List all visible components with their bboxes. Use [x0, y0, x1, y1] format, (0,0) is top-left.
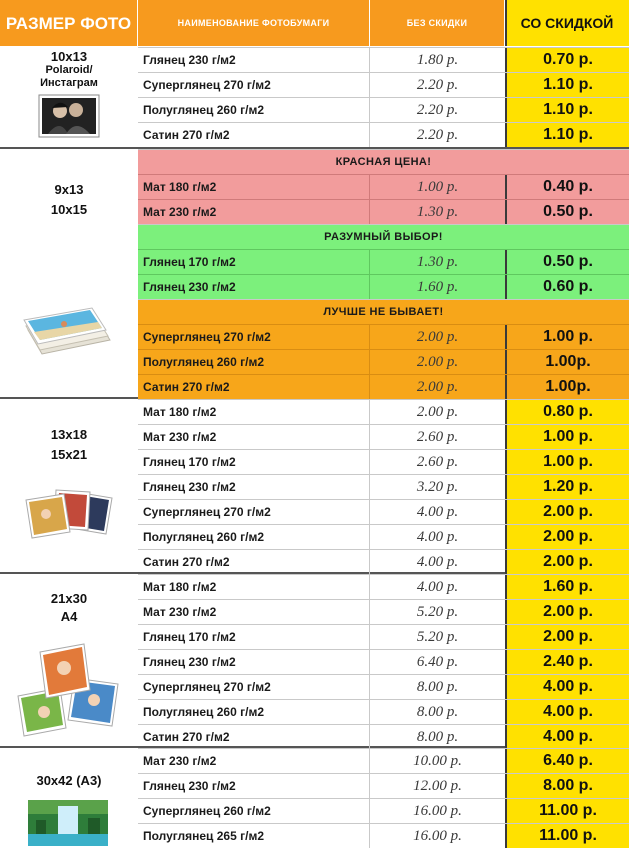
price-no-discount: 2.20 р. — [416, 77, 459, 93]
paper-name: Мат 230 г/м2 — [138, 749, 370, 773]
table-row — [138, 823, 629, 848]
size-label-13x18: 13x18 — [50, 427, 88, 442]
table-row — [138, 674, 629, 699]
table-row — [138, 374, 629, 399]
price-no-discount: 4.00 р. — [416, 579, 459, 595]
table-row — [138, 174, 629, 199]
table-row — [138, 474, 629, 499]
paper-name: Глянец 170 г/м2 — [138, 450, 370, 474]
price-no-discount: 2.00 р. — [416, 329, 459, 345]
size-label-10x15: 10x15 — [50, 202, 88, 217]
table-row — [138, 773, 629, 798]
price-no-discount: 1.80 р. — [416, 52, 459, 68]
paper-name: Глянец 170 г/м2 — [138, 250, 370, 274]
price-discount: 0.40 р. — [505, 175, 629, 199]
price-discount: 1.10 р. — [505, 123, 629, 147]
price-discount: 4.00 р. — [505, 700, 629, 724]
price-no-discount: 1.60 р. — [416, 279, 459, 295]
table-row — [138, 72, 629, 97]
paper-name: Глянец 230 г/м2 — [138, 774, 370, 798]
paper-name: Полуглянец 260 г/м2 — [138, 700, 370, 724]
price-no-discount: 5.20 р. — [416, 629, 459, 645]
paper-name: Суперглянец 270 г/м2 — [138, 500, 370, 524]
size-label-instagram: Инстаграм — [40, 77, 98, 89]
price-discount: 6.40 р. — [505, 749, 629, 773]
price-discount: 1.10 р. — [505, 98, 629, 122]
price-no-discount: 10.00 р. — [413, 753, 462, 769]
price-discount: 1.00 р. — [505, 450, 629, 474]
price-discount: 2.00 р. — [505, 500, 629, 524]
price-discount: 1.10 р. — [505, 73, 629, 97]
paper-name: Суперглянец 270 г/м2 — [138, 675, 370, 699]
price-discount: 1.00р. — [505, 375, 629, 399]
price-no-discount: 1.30 р. — [416, 254, 459, 270]
paper-name: Мат 230 г/м2 — [138, 425, 370, 449]
table-row — [138, 199, 629, 224]
table-row — [138, 399, 629, 424]
paper-name: Мат 180 г/м2 — [138, 400, 370, 424]
table-row — [138, 499, 629, 524]
banner-best-ever: ЛУЧШЕ НЕ БЫВАЕТ! — [138, 299, 629, 324]
paper-name: Глянец 230 г/м2 — [138, 475, 370, 499]
price-no-discount: 8.00 р. — [416, 704, 459, 720]
table-row — [138, 549, 629, 574]
price-discount: 2.00 р. — [505, 600, 629, 624]
price-discount: 2.00 р. — [505, 525, 629, 549]
price-no-discount: 8.00 р. — [416, 679, 459, 695]
paper-name: Суперглянец 270 г/м2 — [138, 73, 370, 97]
paper-name: Глянец 230 г/м2 — [138, 650, 370, 674]
banner-reasonable-choice: РАЗУМНЫЙ ВЫБОР! — [138, 224, 629, 249]
paper-name: Мат 230 г/м2 — [138, 600, 370, 624]
photo-stack-icon — [18, 296, 118, 360]
paper-name: Сатин 270 г/м2 — [138, 550, 370, 574]
paper-name: Сатин 270 г/м2 — [138, 725, 370, 749]
price-no-discount: 2.20 р. — [416, 102, 459, 118]
size-label-15x21: 15x21 — [50, 447, 88, 462]
size-label-a4: А4 — [60, 609, 78, 624]
price-discount: 1.20 р. — [505, 475, 629, 499]
header-paper-name: НАИМЕНОВАНИЕ ФОТОБУМАГИ — [138, 0, 370, 46]
paper-name: Глянец 230 г/м2 — [138, 48, 370, 72]
photo-fan-icon — [20, 486, 120, 546]
price-no-discount: 2.00 р. — [416, 379, 459, 395]
price-discount: 1.60 р. — [505, 575, 629, 599]
banner-red-price: КРАСНАЯ ЦЕНА! — [138, 149, 629, 174]
table-row — [138, 449, 629, 474]
paper-name: Мат 180 г/м2 — [138, 175, 370, 199]
size-label-21x30: 21x30 — [50, 591, 88, 606]
table-row — [138, 47, 629, 72]
paper-name: Глянец 230 г/м2 — [138, 275, 370, 299]
price-discount: 1.00 р. — [505, 425, 629, 449]
price-no-discount: 5.20 р. — [416, 604, 459, 620]
price-discount: 1.00р. — [505, 350, 629, 374]
table-row — [138, 424, 629, 449]
paper-name: Мат 230 г/м2 — [138, 200, 370, 224]
price-discount: 11.00 р. — [505, 824, 629, 848]
price-no-discount: 16.00 р. — [413, 828, 462, 844]
table-row — [138, 748, 629, 773]
price-no-discount: 4.00 р. — [416, 554, 459, 570]
table-row — [138, 249, 629, 274]
paper-name: Полуглянец 260 г/м2 — [138, 525, 370, 549]
paper-name: Полуглянец 260 г/м2 — [138, 350, 370, 374]
price-discount: 0.50 р. — [505, 200, 629, 224]
price-no-discount: 1.30 р. — [416, 204, 459, 220]
paper-name: Полуглянец 260 г/м2 — [138, 98, 370, 122]
price-discount: 0.80 р. — [505, 400, 629, 424]
price-no-discount: 6.40 р. — [416, 654, 459, 670]
table-row — [138, 122, 629, 147]
price-no-discount: 8.00 р. — [416, 729, 459, 745]
price-discount: 2.00 р. — [505, 550, 629, 574]
price-no-discount: 4.00 р. — [416, 504, 459, 520]
table-row — [138, 97, 629, 122]
price-no-discount: 2.60 р. — [416, 429, 459, 445]
price-discount: 0.50 р. — [505, 250, 629, 274]
price-no-discount: 4.00 р. — [416, 529, 459, 545]
price-discount: 4.00 р. — [505, 725, 629, 749]
price-discount: 2.40 р. — [505, 650, 629, 674]
price-discount: 4.00 р. — [505, 675, 629, 699]
price-discount: 0.70 р. — [505, 48, 629, 72]
price-no-discount: 2.60 р. — [416, 454, 459, 470]
table-row — [138, 699, 629, 724]
paper-name: Сатин 270 г/м2 — [138, 375, 370, 399]
paper-name: Суперглянец 260 г/м2 — [138, 799, 370, 823]
price-no-discount: 16.00 р. — [413, 803, 462, 819]
table-row — [138, 599, 629, 624]
table-row — [138, 798, 629, 823]
paper-name: Глянец 170 г/м2 — [138, 625, 370, 649]
size-label-a3: 30x42 (А3) — [36, 773, 102, 788]
header-size: РАЗМЕР ФОТО — [0, 0, 138, 46]
price-discount: 1.00 р. — [505, 325, 629, 349]
price-no-discount: 2.20 р. — [416, 127, 459, 143]
price-no-discount: 2.00 р. — [416, 354, 459, 370]
price-discount: 2.00 р. — [505, 625, 629, 649]
size-label-10x13: 10x13 — [50, 49, 88, 64]
paper-name: Мат 180 г/м2 — [138, 575, 370, 599]
price-discount: 0.60 р. — [505, 275, 629, 299]
header-discount: СО СКИДКОЙ — [505, 0, 629, 46]
price-no-discount: 1.00 р. — [416, 179, 459, 195]
table-row — [138, 324, 629, 349]
price-discount: 11.00 р. — [505, 799, 629, 823]
price-discount: 8.00 р. — [505, 774, 629, 798]
paper-name: Суперглянец 270 г/м2 — [138, 325, 370, 349]
waterfall-photo-icon — [28, 800, 108, 846]
price-no-discount: 3.20 р. — [416, 479, 459, 495]
table-row — [138, 274, 629, 299]
size-label-polaroid: Polaroid/ — [45, 64, 93, 76]
table-row — [138, 724, 629, 749]
couple-photo-icon — [38, 94, 100, 138]
table-row — [138, 624, 629, 649]
size-label-9x13: 9x13 — [54, 182, 84, 197]
table-row — [138, 649, 629, 674]
paper-name: Сатин 270 г/м2 — [138, 123, 370, 147]
header-no-discount: БЕЗ СКИДКИ — [370, 0, 505, 46]
table-row — [138, 574, 629, 599]
paper-name: Полуглянец 265 г/м2 — [138, 824, 370, 848]
price-no-discount: 2.00 р. — [416, 404, 459, 420]
price-no-discount: 12.00 р. — [413, 778, 462, 794]
table-row — [138, 524, 629, 549]
photo-collage-icon — [14, 638, 124, 738]
table-row — [138, 349, 629, 374]
